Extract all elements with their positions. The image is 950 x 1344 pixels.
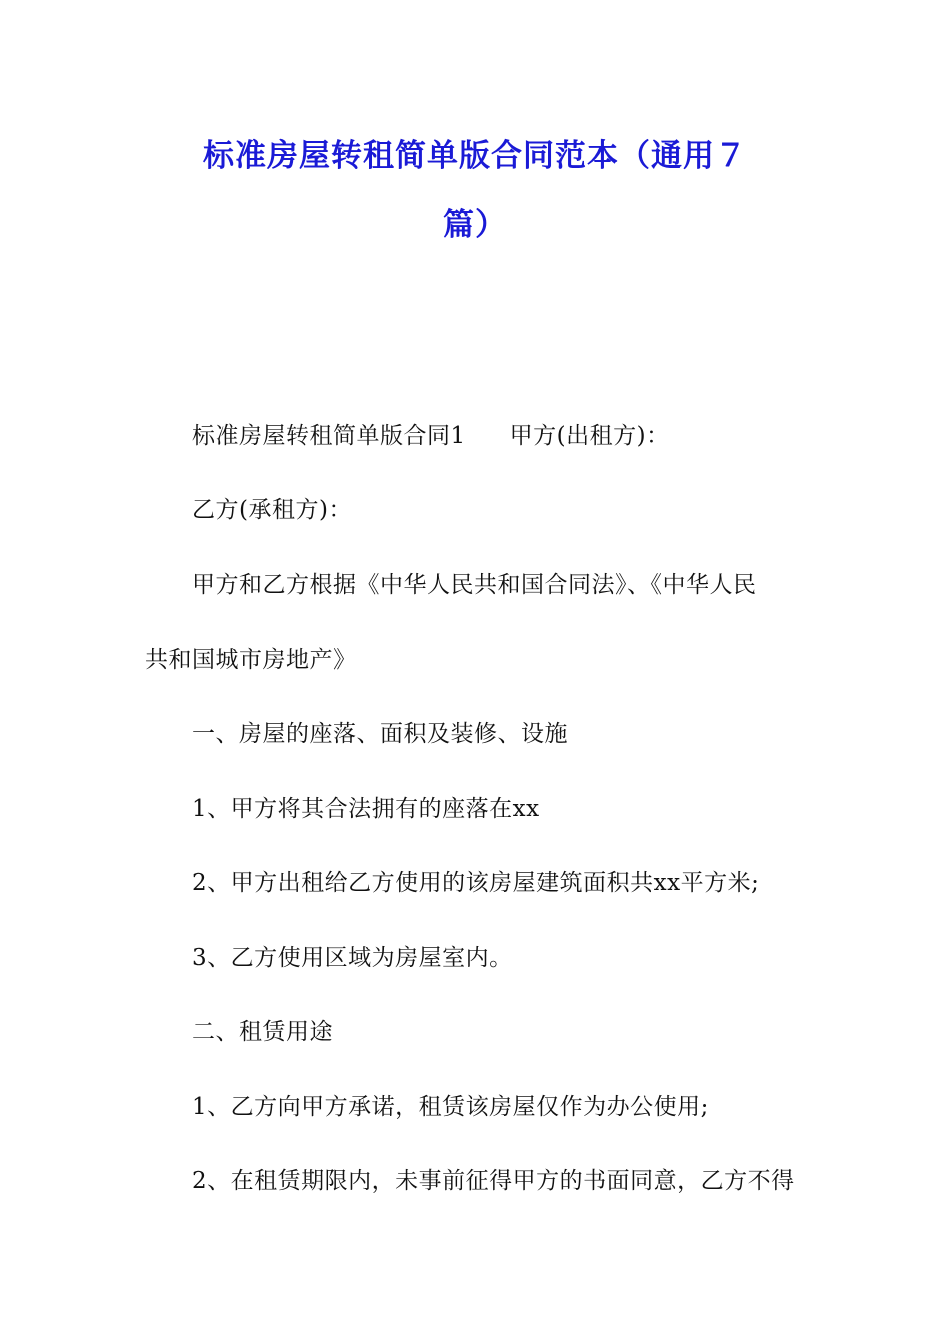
clause-1-2: 2、甲方出租给乙方使用的该房屋建筑面积共xx平方米; (192, 870, 760, 896)
party-b-label: 乙方(承租方)： (192, 497, 352, 523)
clause-1-3: 3、乙方使用区域为房屋室内。 (192, 945, 513, 971)
contract-number-label: 标准房屋转租简单版合同1 (192, 423, 466, 449)
paragraph-contract-heading (192, 420, 670, 452)
clause-2-1: 1、乙方向甲方承诺，租赁该房屋仅作为办公使用; (192, 1094, 709, 1120)
paragraph-legal-basis-line-1: 甲方和乙方根据《中华人民共和国合同法》、《中华人民 (192, 572, 757, 598)
clause-1-1: 1、甲方将其合法拥有的座落在xx (192, 796, 540, 822)
document-title-line-2: 篇） (443, 207, 507, 243)
section-heading-1: 一、房屋的座落、面积及装修、设施 (192, 721, 568, 747)
clause-2-2: 2、在租赁期限内，未事前征得甲方的书面同意，乙方不得 (192, 1168, 795, 1194)
document-title-line-1: 标准房屋转租简单版合同范本（通用７ (203, 138, 747, 174)
section-heading-2: 二、租赁用途 (192, 1019, 333, 1045)
paragraph-legal-basis-line-2: 共和国城市房地产》 (145, 647, 357, 673)
party-a-label: 甲方(出租方)： (509, 423, 670, 449)
